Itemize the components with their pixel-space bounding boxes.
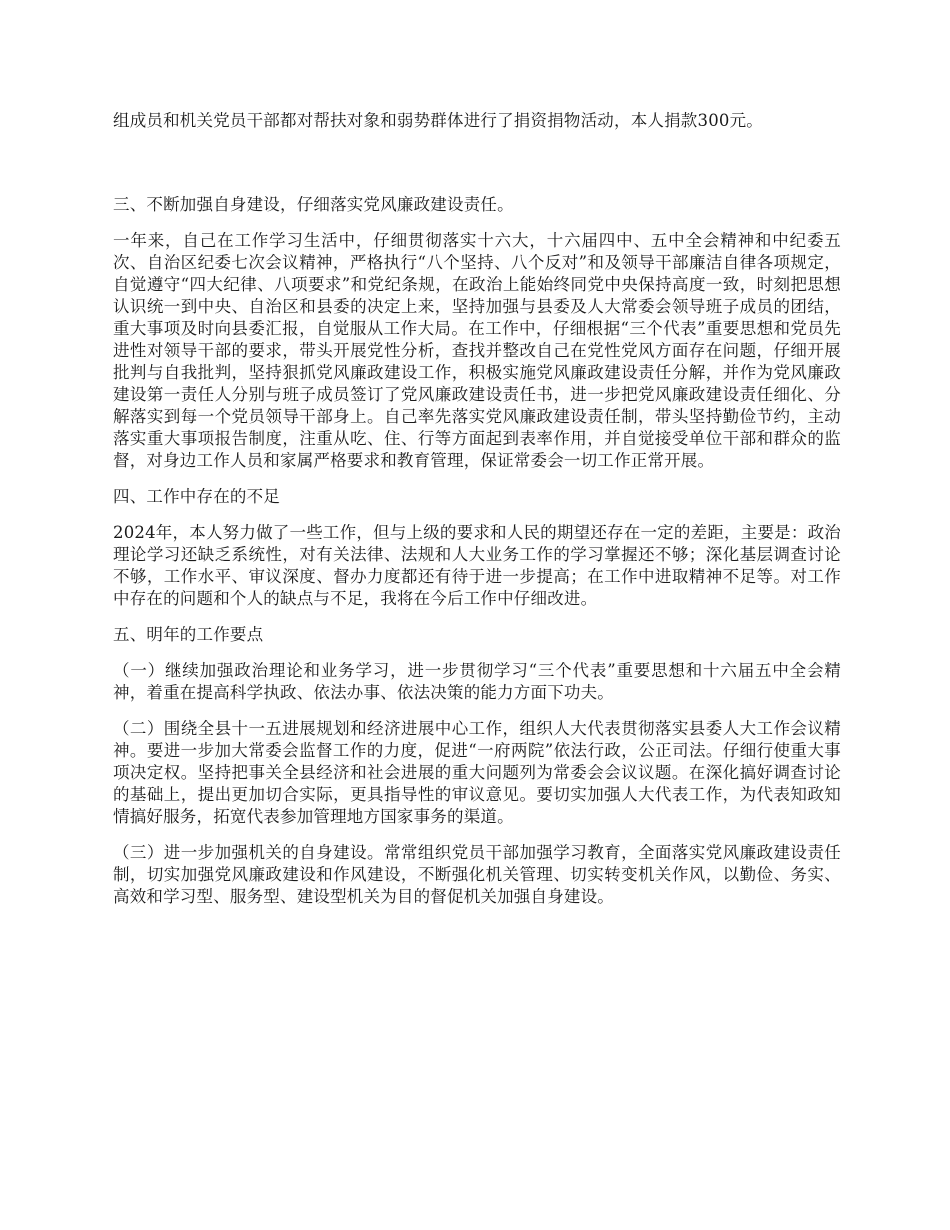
section-5-item-1: （一）继续加强政治理论和业务学习，进一步贯彻学习“三个代表”重要思想和十六届五中全会精神，着重在提高科学执政、依法办事、依法决策的能力方面下功夫。 [113,661,841,702]
section-5-item-3: （三）进一步加强机关的自身建设。常常组织党员干部加强学习教育，全面落实党风廉政建设责任制，切实加强党风廉政建设和作风建设，不断强化机关管理、切实转变机关作风，以勤俭、务实、高效和学习型、服务型、建设型机关为目的督促机关加强自身建设。 [113,843,841,906]
section-5-heading: 五、明年的工作要点 [113,625,264,644]
document-body [113,110,841,922]
section-5-item-2: （二）围绕全县十一五进展规划和经济进展中心工作，组织人大代表贯彻落实县委人大工作会议精神。要进一步加大常委会监督工作的力度，促进“一府两院”依法行政，公正司法。仔细行使重大事项决定权。坚持把事关全县经济和社会进展的重大问题列为常委会会议议题。在深化搞好调查讨论的基础上，提出更加切合实际，更具指导性的审议意见。要切实加强人大代表工作，为代表知政知情搞好服务，拓宽代表参加管理地方国家事务的渠道。 [113,719,841,826]
section-4-body: 2024年，本人努力做了一些工作，但与上级的要求和人民的期望还存在一定的差距，主要是：政治理论学习还缺乏系统性，对有关法律、法规和人大业务工作的学习掌握还不够；深化基层调查讨论不够，工作水平、审议深度、督办力度都还有待于进一步提高；在工作中进取精神不足等。对工作中存在的问题和个人的缺点与不足，我将在今后工作中仔细改进。 [113,523,841,608]
intro-paragraph: 组成员和机关党员干部都对帮扶对象和弱势群体进行了捐资捐物活动，本人捐款300元。 [113,111,763,130]
section-3-heading: 三、不断加强自身建设，仔细落实党风廉政建设责任。 [113,195,514,214]
section-4-heading: 四、工作中存在的不足 [113,487,280,506]
section-3-body: 一年来，自己在工作学习生活中，仔细贯彻落实十六大，十六届四中、五中全会精神和中纪委五次、自治区纪委七次会议精神，严格执行“八个坚持、八个反对”和及领导干部廉洁自律各项规定，自觉遵守“四大纪律、八项要求”和党纪条规，在政治上能始终同党中央保持高度一致，时刻把思想认识统一到中央、自治区和县委的决定上来，坚持加强与县委及人大常委会领导班子成员的团结，重大事项及时向县委汇报，自觉服从工作大局。在工作中，仔细根据“三个代表”重要思想和党员先进性对领导干部的要求，带头开展党性分析，查找并整改自己在党性党风方面存在问题，仔细开展批判与自我批判，坚持狠抓党风廉政建设工作，积极实施党风廉政建设责任分解，并作为党风廉政建设第一责任人分别与班子成员签订了党风廉政建设责任书，进一步把党风廉政建设责任细化、分解落实到每一个党员领导干部身上。自己率先落实党风廉政建设责任制，带头坚持勤俭节约，主动落实重大事项报告制度，注重从吃、住、行等方面起到表率作用，并自觉接受单位干部和群众的监督，对身边工作人员和家属严格要求和教育管理，保证常委会一切工作正常开展。 [113,231,841,470]
paragraph-gap [113,132,841,194]
